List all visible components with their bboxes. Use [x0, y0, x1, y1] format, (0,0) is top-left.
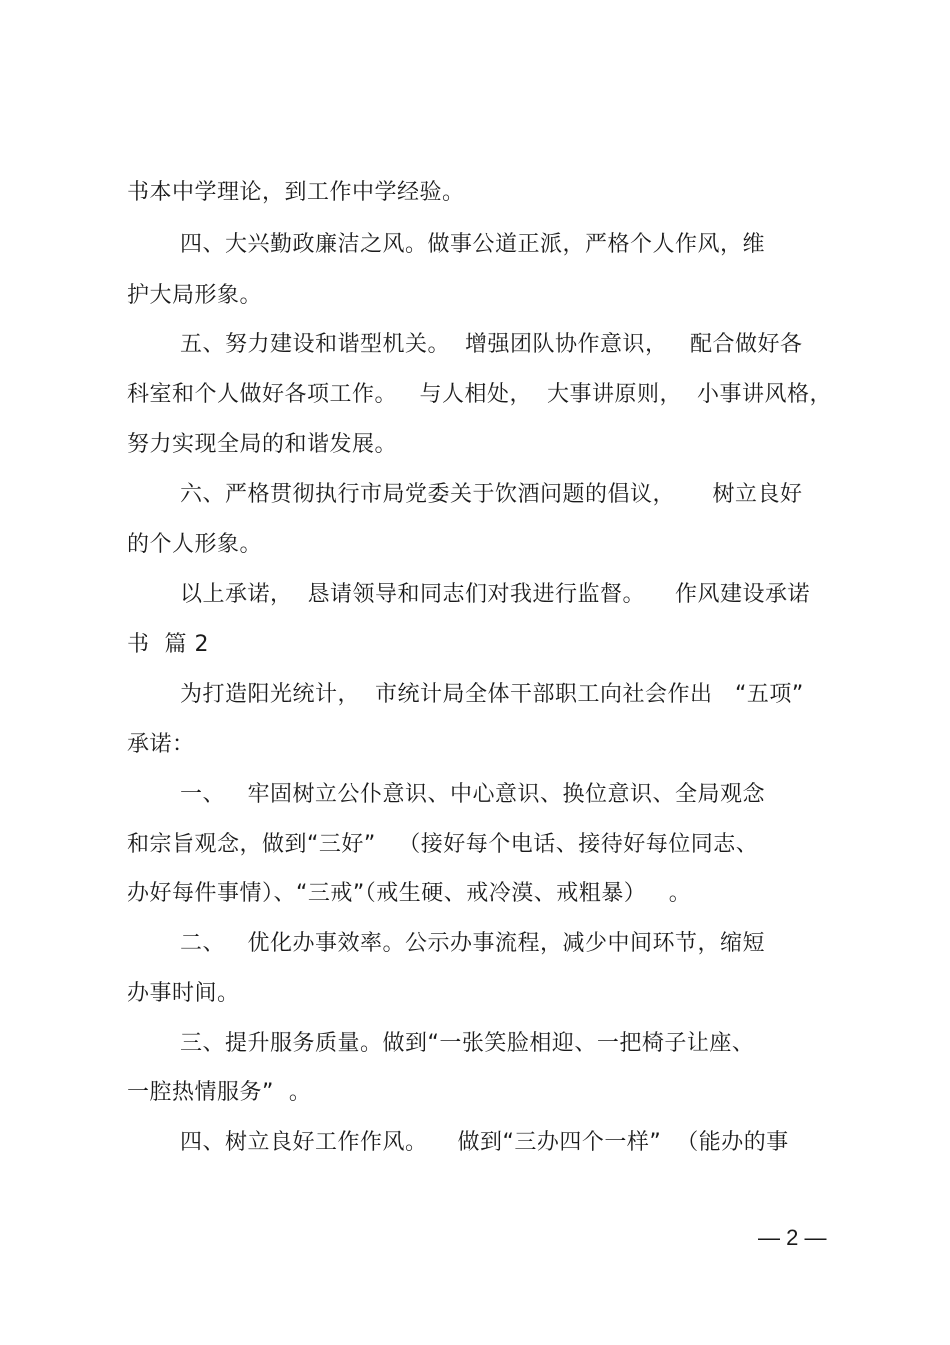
text-line: 办好每件事情）、“三戒”（戒生硬、戒冷漠、戒粗暴） 。	[127, 881, 692, 906]
text-line: 的个人形象。	[127, 532, 263, 557]
text-line: 一、 牢固树立公仆意识、中心意识、换位意识、全局观念	[180, 782, 765, 807]
text-line: 书本中学理论，到工作中学经验。	[127, 180, 465, 205]
text-line: 承诺：	[127, 732, 195, 757]
text-line: 和宗旨观念，做到“三好” （接好每个电话、接待好每位同志、	[127, 832, 759, 857]
text-line: 一腔热情服务” 。	[127, 1080, 312, 1105]
text-line: 五、努力建设和谐型机关。 增强团队协作意识， 配合做好各	[180, 332, 803, 357]
text-line: 三、提升服务质量。做到“一张笑脸相迎、一把椅子让座、	[180, 1031, 755, 1056]
text-line: 科室和个人做好各项工作。 与人相处， 大事讲原则， 小事讲风格，	[127, 382, 832, 407]
text-line: 为打造阳光统计， 市统计局全体干部职工向社会作出 “五项”	[180, 682, 804, 707]
text-line: 二、 优化办事效率。公示办事流程，减少中间环节，缩短	[180, 931, 765, 956]
text-line: 努力实现全局的和谐发展。	[127, 432, 398, 457]
text-line: 书 篇 2	[127, 632, 209, 657]
text-line: 护大局形象。	[127, 283, 263, 308]
text-line: 四、大兴勤政廉洁之风。做事公道正派，严格个人作风，维	[180, 232, 766, 257]
text-line: 四、树立良好工作作风。 做到“三办四个一样” （能办的事	[180, 1130, 789, 1155]
page-number: — 2 —	[758, 1225, 827, 1250]
text-line: 以上承诺， 恳请领导和同志们对我进行监督。 作风建设承诺	[180, 582, 810, 607]
text-line: 六、严格贯彻执行市局党委关于饮酒问题的倡议， 树立良好	[180, 482, 803, 507]
text-line: 办事时间。	[127, 981, 240, 1006]
